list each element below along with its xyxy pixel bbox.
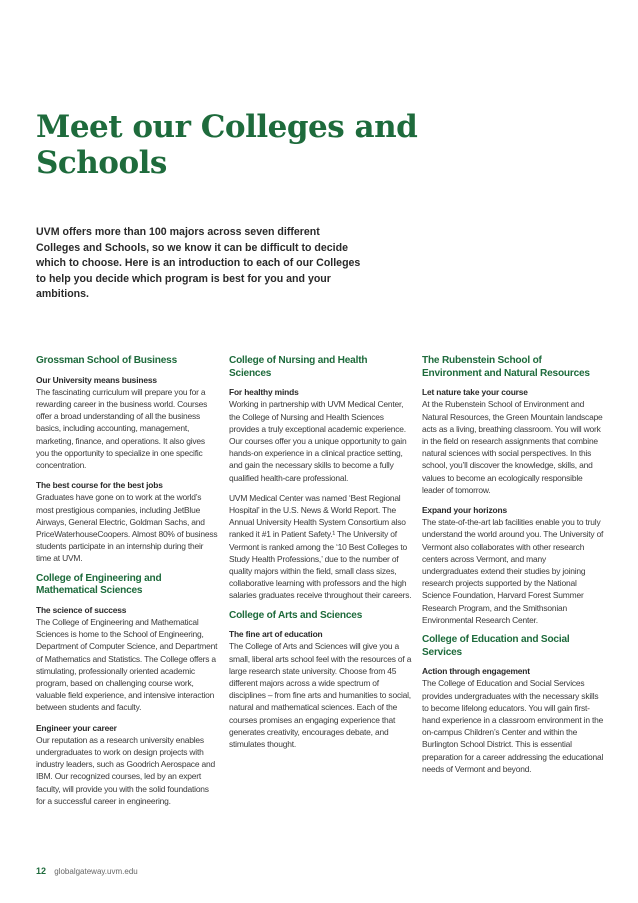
page-number: 12 bbox=[36, 866, 47, 876]
body-text: The College of Arts and Sciences will give you a small, liberal arts school feel with the resources of a large research state university. Choose from 45 different majors across a wide spectrum of disciplines – from fine arts and humanities to social, natural and mathematical sciences. Each of the courses promises an engaging experience that generates creativity, encourages debate, and stimulates thought. bbox=[229, 641, 412, 750]
body-text: The fascinating curriculum will prepare you for a rewarding career in the business world. Courses offer a broad understanding of all the business basics, including accounting, management, marketing, finance, and operations. It also gives you the opportunity to specialize in one specific concentration. bbox=[36, 386, 208, 471]
body-text: Working in partnership with UVM Medical Center, the College of Nursing and Health Sciences provides a truly exceptional academic experience. Our courses offer you a unique opportunity to gain hands-on experience in a clinical practice setting, and gain the necessary skills to become a fully qualified health-care professional. bbox=[229, 399, 407, 483]
column-1 bbox=[36, 355, 218, 815]
intro-paragraph: UVM offers more than 100 majors across seven different Colleges and Schools, so we know it can be difficult to decide which to choose. Here is an introduction to each of our Colleges to help you decide which program is best for you and your ambitions. bbox=[36, 226, 361, 301]
subheading: The science of success bbox=[36, 604, 127, 615]
body-text: At the Rubenstein School of Environment and Natural Resources, the Green Mountain landscape acts as a living, breathing classroom. You will work in the field on research assignments that combine natural sciences with social perspectives. In this school, you’ll discover the knowledge, skills, and values to become an ecologically responsible leader of tomorrow. bbox=[422, 399, 603, 495]
page-footer bbox=[36, 866, 138, 876]
school-heading: Grossman School of Business bbox=[36, 355, 177, 366]
school-heading: College of Nursing and Health Sciences bbox=[229, 355, 368, 379]
column-2 bbox=[229, 355, 412, 758]
subheading: Our University means business bbox=[36, 374, 157, 385]
page-title: Meet our Colleges and Schools bbox=[36, 109, 418, 181]
body-text: Graduates have gone on to work at the world’s most prestigious companies, including JetBlue Airways, General Electric, Goldman Sachs, and PriceWaterhouseCoopers. Almost 80% of business students participate in an internship during their time at UVM. bbox=[36, 492, 218, 564]
school-heading: College of Education and Social Services bbox=[422, 634, 570, 658]
school-heading: College of Engineering and Mathematical Sciences bbox=[36, 572, 162, 597]
subheading: Let nature take your course bbox=[422, 387, 528, 398]
subheading: The best course for the best jobs bbox=[36, 480, 163, 491]
body-text: The state-of-the-art lab facilities enable you to truly understand the world around you. The University of Vermont also collaborates with other research centers across Vermont, and many undergraduates extend their studies by joining research projects supported by the National Science Foundation, Harvard Forest Summer Research Program, and the Smithsonian Environmental Research Center. bbox=[422, 517, 604, 625]
body-text: UVM Medical Center was named ‘Best Regional Hospital’ in the U.S. News & World Report. The Annual University Health System Consortium also ranked it #1 in Patient Safety.¹ The University of Vermont is ranked among the ‘10 Best Colleges to Study Health Professions,’ due to the number of quality majors within the field, small class sizes, collaborative learning with professors and the high salaries graduates receive throughout their careers. bbox=[229, 492, 412, 601]
subheading: Engineer your career bbox=[36, 722, 117, 733]
school-heading: The Rubenstein School of Environment and Natural Resources bbox=[422, 355, 590, 379]
subheading: For healthy minds bbox=[229, 387, 299, 398]
body-text: The College of Education and Social Services provides undergraduates with the necessary skills to become lifelong educators. You will gain first-hand experience in a classroom environment in the on-campus Children’s Center and within the Burlington School District. This is essential preparation for a career addressing the educational needs of Vermont and beyond. bbox=[422, 678, 604, 774]
school-heading: College of Arts and Sciences bbox=[229, 609, 363, 621]
subheading: Action through engagement bbox=[422, 666, 530, 677]
body-text: The College of Engineering and Mathematical Sciences is home to the School of Engineering, Department of Computer Science, and Department of Mathematics and Statistics. The College offers a stimulating, professionally oriented academic program, based on challenging course work, valuable field experience, and intensive interaction between students and faculty. bbox=[36, 617, 218, 713]
subheading: The fine art of education bbox=[229, 629, 323, 640]
body-text: Our reputation as a research university enables undergraduates to work on design projects with industry leaders, such as Goodrich Aerospace and IBM. Our recognized courses, led by an expert faculty, will provide you with the solid foundations for a successful career in engineering. bbox=[36, 734, 215, 806]
footer-url[interactable]: globalgateway.uvm.edu bbox=[54, 867, 138, 876]
column-3 bbox=[422, 355, 604, 783]
subheading: Expand your horizons bbox=[422, 505, 507, 516]
